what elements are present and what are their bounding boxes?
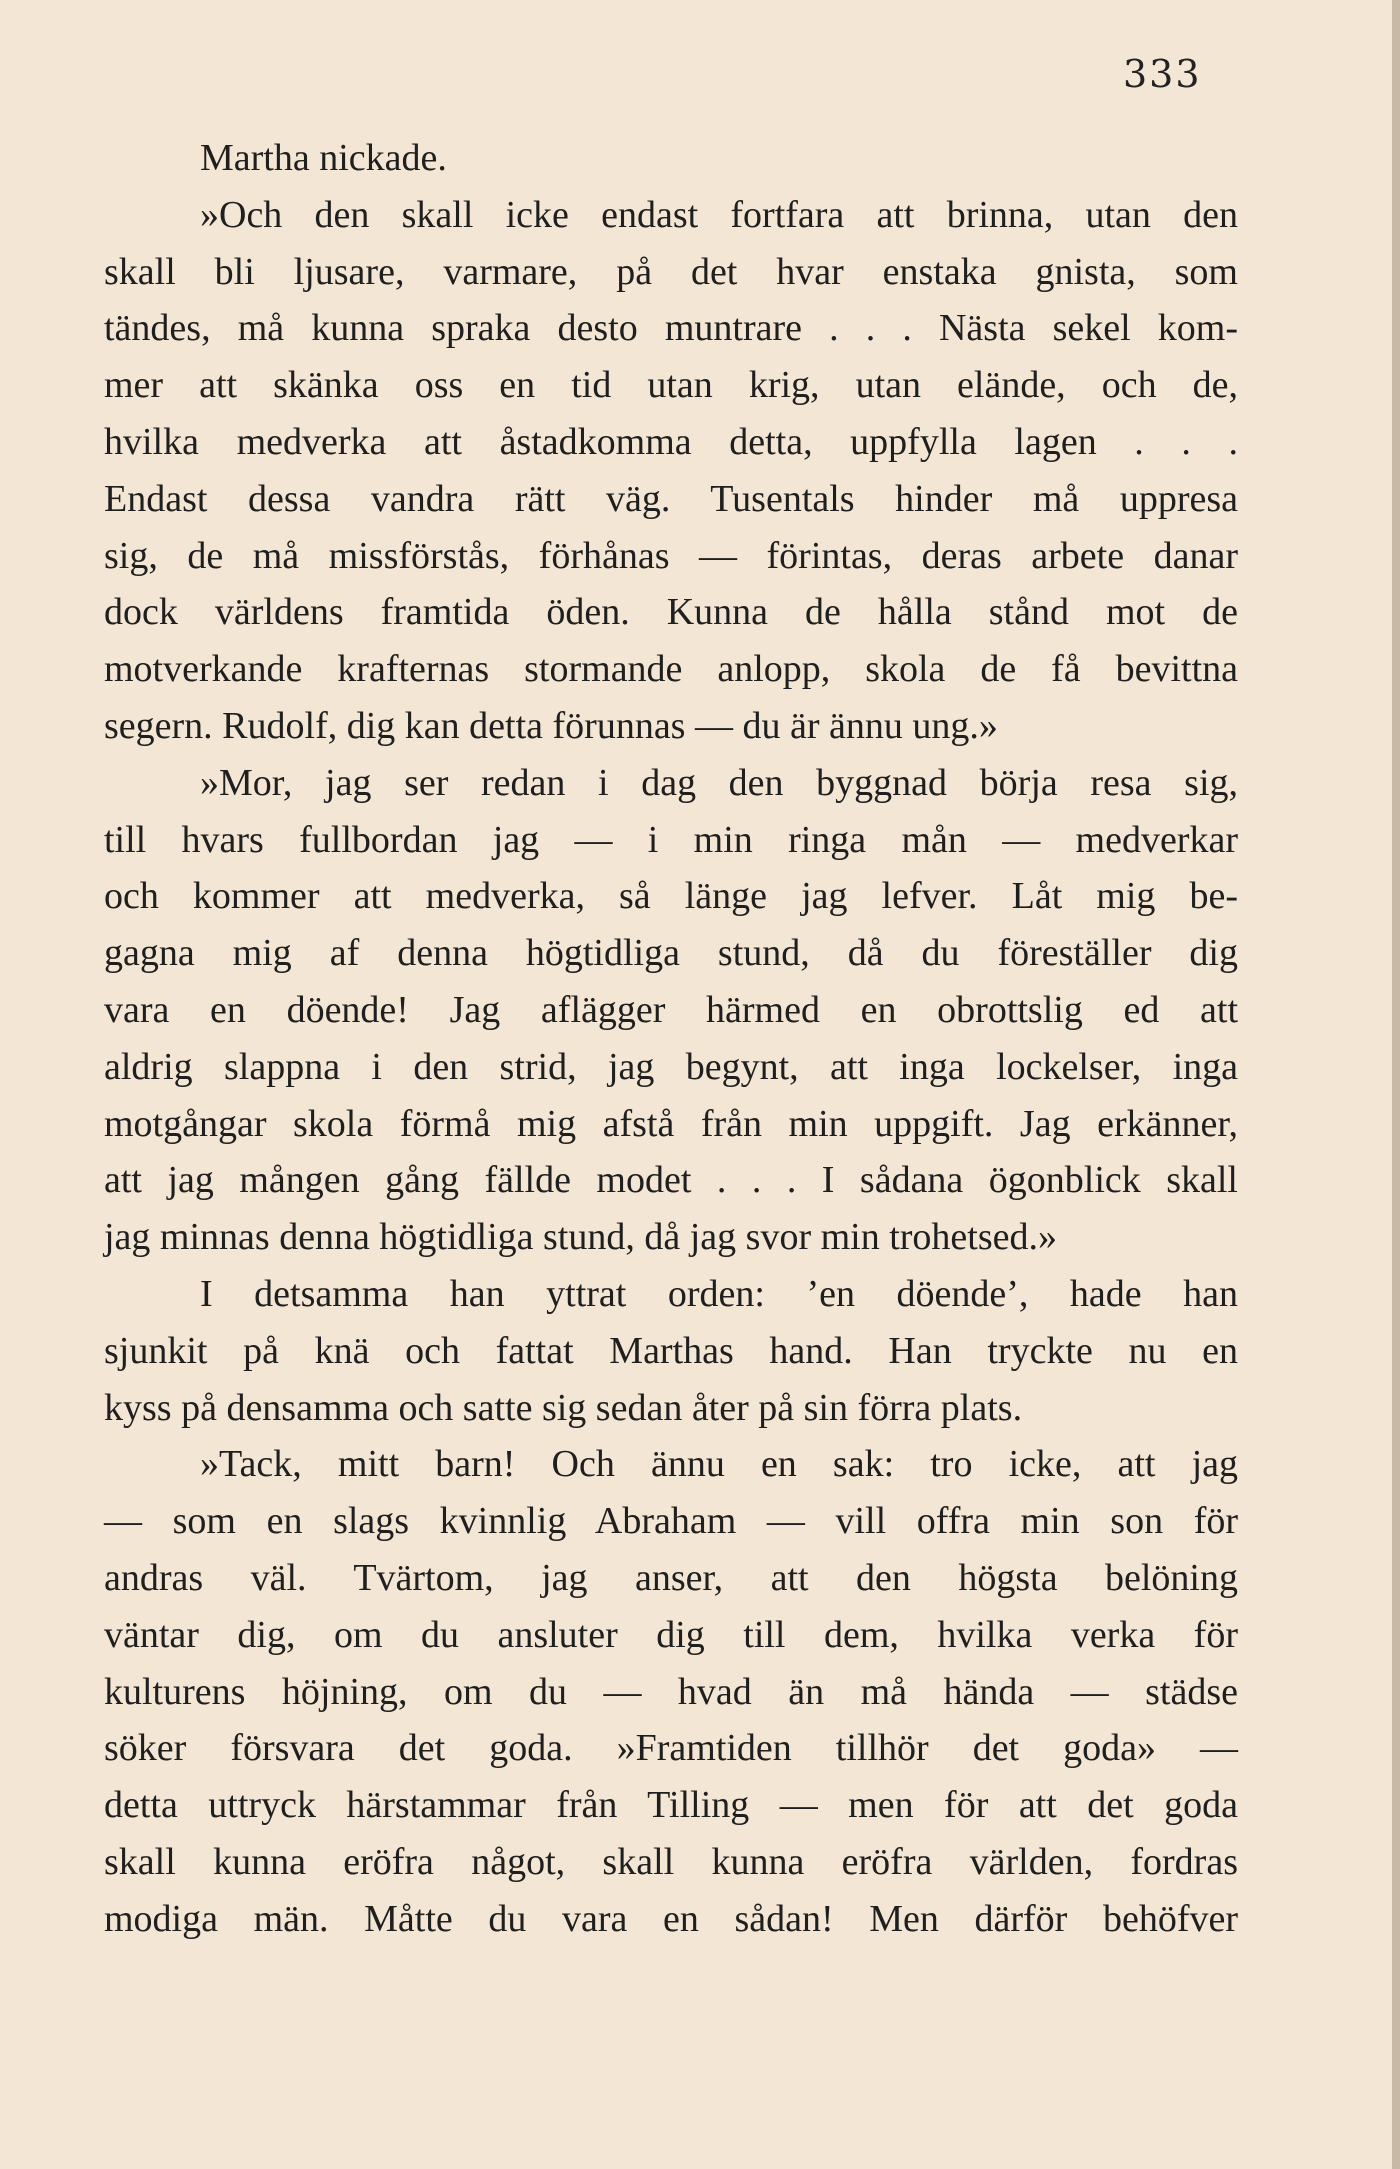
text-line: gagna mig af denna högtidliga stund, då du föreställer dig	[104, 932, 1238, 975]
text-line: »Tack, mitt barn! Och ännu en sak: tro icke, att jag	[200, 1443, 1238, 1486]
text-line: mer att skänka oss en tid utan krig, utan elände, och de,	[104, 364, 1238, 407]
text-line: modiga män. Måtte du vara en sådan! Men därför behöfver	[104, 1897, 1238, 1940]
text-line: I detsamma han yttrat orden: ’en döende’, hade han	[200, 1272, 1238, 1315]
text-line: till hvars fullbordan jag — i min ringa mån — medverkar	[104, 818, 1238, 861]
text-line: kulturens höjning, om du — hvad än må hända — städse	[104, 1670, 1238, 1713]
text-line: jag minnas denna högtidliga stund, då jag svor min trohetsed.»	[104, 1216, 1058, 1259]
text-line: kyss på densamma och satte sig sedan åter på sin förra plats.	[104, 1386, 1023, 1429]
text-line: dock världens framtida öden. Kunna de hålla stånd mot de	[104, 591, 1238, 634]
text-line: söker försvara det goda. »Framtiden tillhör det goda» —	[104, 1727, 1238, 1770]
text-line: Endast dessa vandra rätt väg. Tusentals hinder må uppresa	[104, 477, 1238, 520]
text-line: sjunkit på knä och fattat Marthas hand. Han tryckte nu en	[104, 1329, 1238, 1372]
text-line: tändes, må kunna spraka desto muntrare . . . Nästa sekel kom-	[104, 307, 1238, 350]
text-line: väntar dig, om du ansluter dig till dem, hvilka verka för	[104, 1613, 1238, 1656]
text-line: skall kunna eröfra något, skall kunna eröfra världen, fordras	[104, 1840, 1238, 1883]
text-line: — som en slags kvinnlig Abraham — vill offra min son för	[104, 1500, 1238, 1543]
text-line: detta uttryck härstammar från Tilling — men för att det goda	[104, 1784, 1238, 1827]
text-line: och kommer att medverka, så länge jag lefver. Låt mig be-	[104, 875, 1238, 918]
text-line: vara en döende! Jag aflägger härmed en obrottslig ed att	[104, 988, 1238, 1031]
text-line: att jag mången gång fällde modet . . . I sådana ögonblick skall	[104, 1159, 1238, 1202]
text-line: »Mor, jag ser redan i dag den byggnad börja resa sig,	[200, 761, 1238, 804]
text-line: andras väl. Tvärtom, jag anser, att den högsta belöning	[104, 1556, 1238, 1599]
text-line: »Och den skall icke endast fortfara att brinna, utan den	[200, 193, 1238, 236]
text-line: motgångar skola förmå mig afstå från min uppgift. Jag erkänner,	[104, 1102, 1238, 1145]
text-line: Martha nickade.	[200, 137, 447, 179]
text-line: motverkande krafternas stormande anlopp, skola de få bevittna	[104, 648, 1238, 691]
text-line: hvilka medverka att åstadkomma detta, uppfylla lagen . . .	[104, 420, 1238, 463]
text-line: sig, de må missförstås, förhånas — förintas, deras arbete danar	[104, 534, 1238, 577]
text-line: skall bli ljusare, varmare, på det hvar enstaka gnista, som	[104, 250, 1238, 293]
text-line: aldrig slappna i den strid, jag begynt, att inga lockelser, inga	[104, 1045, 1238, 1088]
text-line: segern. Rudolf, dig kan detta förunnas — du är ännu ung.»	[104, 704, 998, 747]
body-text	[104, 130, 1238, 1948]
page-number: 333	[1123, 52, 1202, 96]
